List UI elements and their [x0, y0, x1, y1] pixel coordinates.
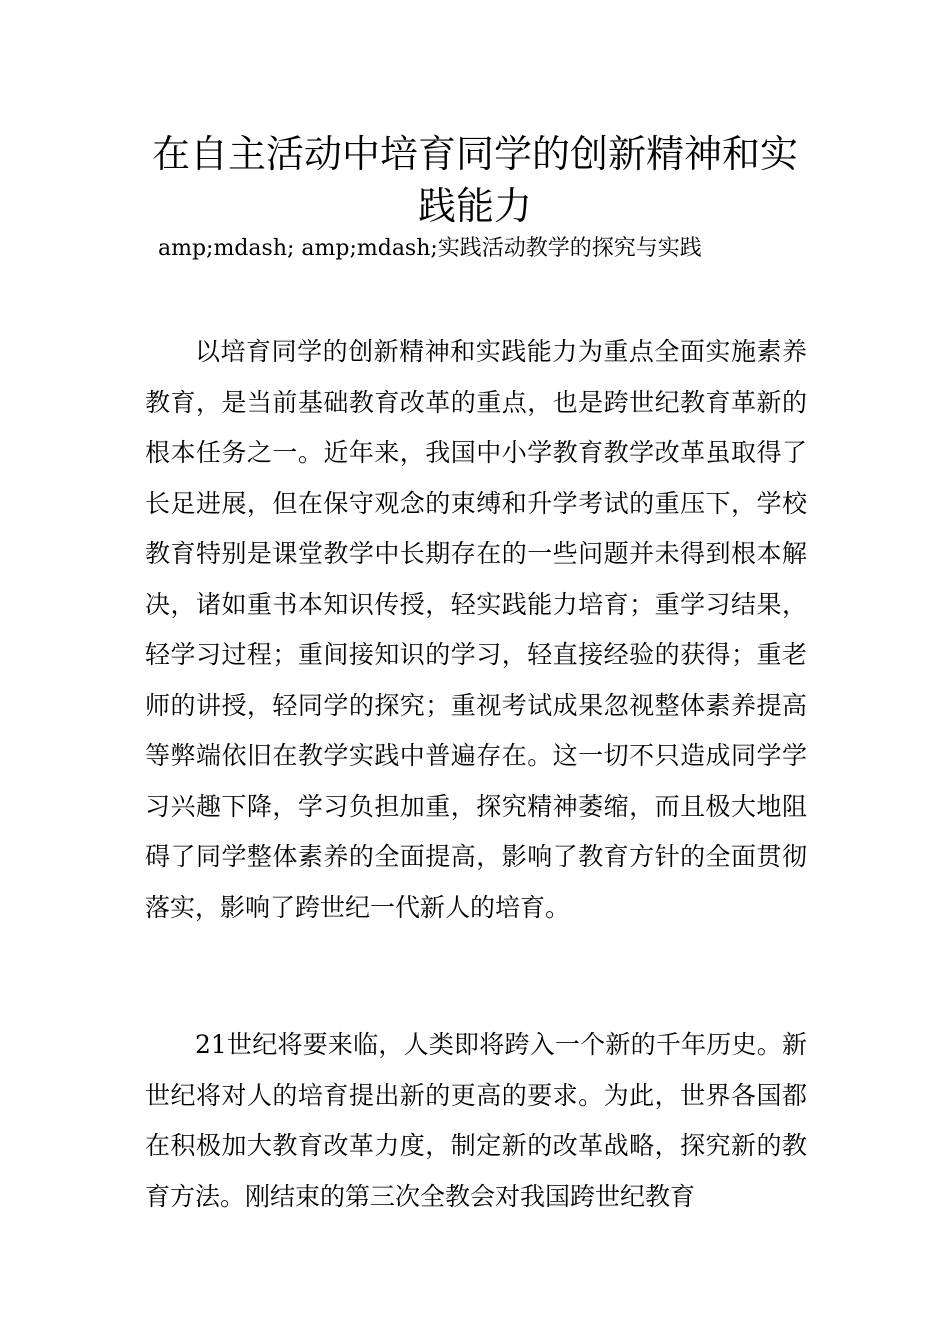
- body-paragraph-2: 21世纪将要来临，人类即将跨入一个新的千年历史。新世纪将对人的培育提出新的更高的要求。为此，世界各国都在积极加大教育改革力度，制定新的改革战略，探究新的教育方法。刚结束的第三次全教会对我国跨世纪教育: [145, 1030, 807, 1211]
- page-subtitle: amp;mdash; amp;mdash;实践活动教学的探究与实践: [158, 236, 702, 261]
- body-paragraph-1: 以培育同学的创新精神和实践能力为重点全面实施素养教育，是当前基础教育改革的重点，也是跨世纪教育革新的根本任务之一。近年来，我国中小学教育教学改革虽取得了长足进展，但在保守观念的束缚和升学考试的重压下，学校教育特别是课堂教学中长期存在的一些问题并未得到根本解决，诸如重书本知识传授，轻实践能力培育；重学习结果，轻学习过程；重间接知识的学习，轻直接经验的获得；重老师的讲授，轻同学的探究；重视考试成果忽视整体素养提高等弊端依旧在教学实践中普遍存在。这一切不只造成同学学习兴趣下降，学习负担加重，探究精神萎缩，而且极大地阻碍了同学整体素养的全面提高，影响了教育方针的全面贯彻落实，影响了跨世纪一代新人的培育。: [145, 337, 807, 922]
- page-title: 在自主活动中培育同学的创新精神和实践能力: [151, 132, 798, 228]
